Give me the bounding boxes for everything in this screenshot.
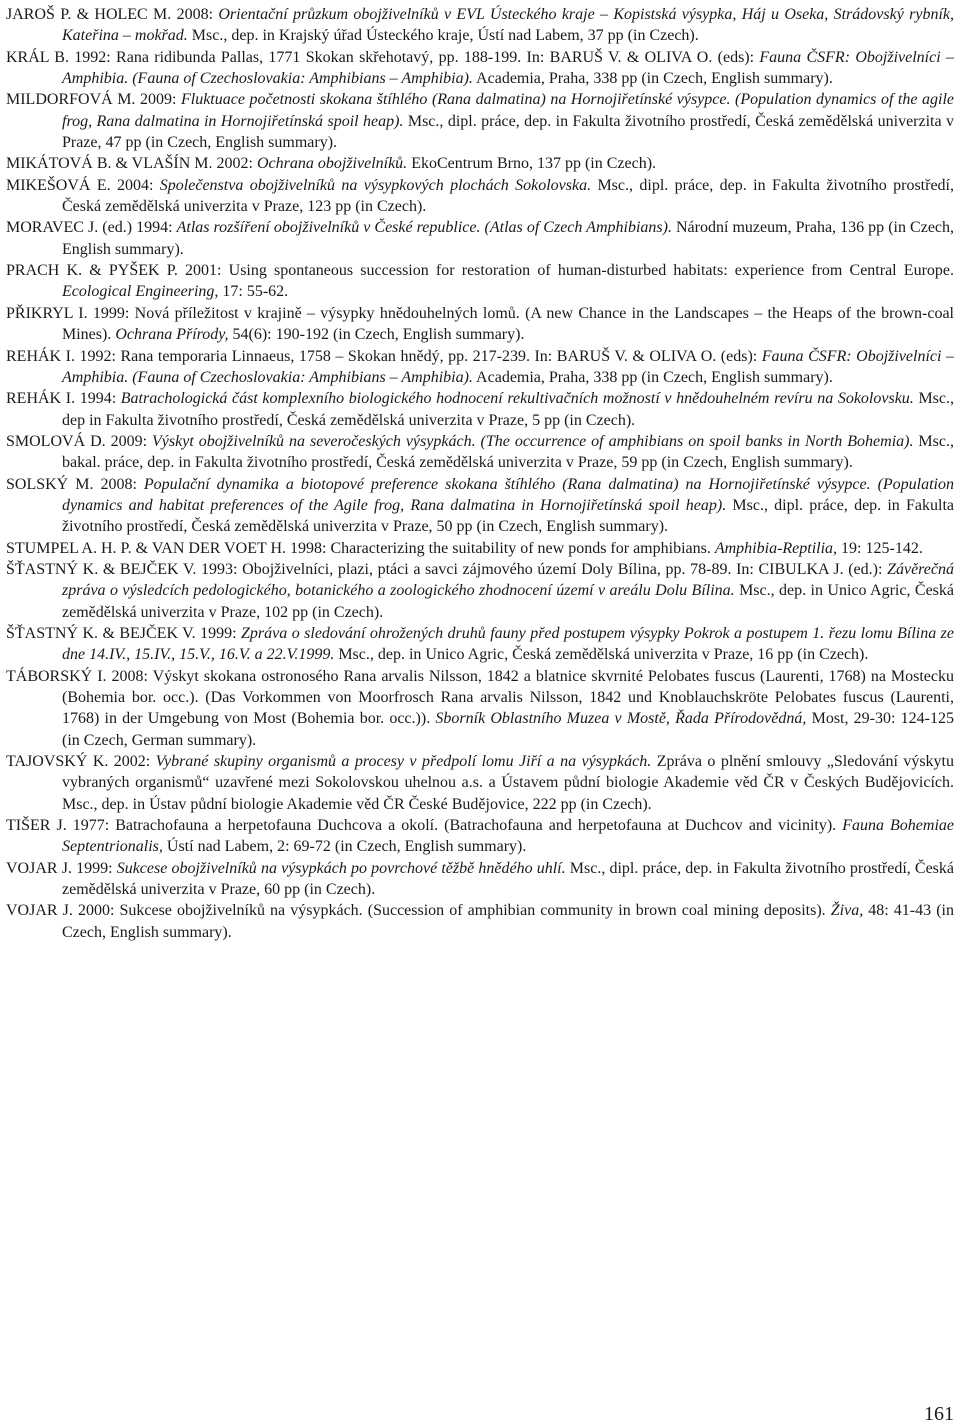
reference-details: Academia, Praha, 338 pp (in Czech, English summary). <box>472 70 833 88</box>
reference-entry <box>6 858 954 901</box>
reference-details: Msc., dipl. práce, dep. in Fakulta životního prostředí, Česká zemědělská univerzita v Praze, 47 pp (in Czech, English summary). <box>62 112 955 152</box>
reference-text: PRACH K. & PYŠEK P. 2001: Using spontaneous succession for restoration of human-disturbed habitats: experience from Central Europe. <box>6 262 954 280</box>
reference-text: TIŠER J. 1977: Batrachofauna a herpetofauna Duchcova a okolí. (Batrachofauna and herpetofauna at Duchcov and vicinity). <box>6 817 843 835</box>
reference-title-italic: Batrachologická část komplexního biologického hodnocení rekultivačních možností v hnědouhelném revíru na Sokolovsku. <box>120 390 914 408</box>
reference-text: KRÁL B. 1992: Rana ridibunda Pallas, 1771 Skokan skřehotavý, pp. 188-199. In: BARUŠ V. & OLIVA O. (eds): <box>6 48 760 66</box>
reference-title-italic: Ochrana Přírody, <box>115 326 229 344</box>
reference-entry <box>6 4 954 47</box>
reference-title-italic: Výskyt obojživelníků na severočeských výsypkách. (The occurrence of amphibians on spoil banks in North Bohemia). <box>152 432 914 450</box>
reference-entry <box>6 217 954 260</box>
reference-entry <box>6 474 954 538</box>
reference-title-italic: Atlas rozšíření obojživelníků v České republice. (Atlas of Czech Amphibians). <box>176 219 672 237</box>
reference-details: 19: 125-142. <box>837 539 923 557</box>
reference-title-italic: Fauna ČSFR: Obojživelníci – Amphibia. (Fauna of Czechoslovakia: Amphibians – Amphibia). <box>62 347 954 386</box>
reference-entry <box>6 175 954 218</box>
reference-title-italic: Sukcese obojživelníků na výsypkách po povrchové těžbě hnědého uhlí. <box>116 859 566 877</box>
reference-entry <box>6 388 954 431</box>
reference-details: Msc., dep. in Unico Agric, Česká zemědělská univerzita v Praze, 16 pp (in Czech). <box>334 646 869 664</box>
reference-entry <box>6 153 954 174</box>
reference-entry <box>6 623 954 666</box>
reference-title-italic: Ochrana obojživelníků. <box>256 155 408 173</box>
reference-list <box>6 4 954 943</box>
reference-text: SOLSKÝ M. 2008: <box>6 475 144 493</box>
reference-entry <box>6 346 954 389</box>
reference-title-italic: Populační dynamika a biotopové preference skokana štíhlého (Rana dalmatina) na Hornojiřetínské výsypce. (Population dynamics and habitat preferences of the Agile frog, Rana dalmatina in Hornojiřetínská spoil heap). <box>62 475 955 514</box>
reference-text: ŠŤASTNÝ K. & BEJČEK V. 1999: <box>6 624 242 642</box>
reference-text: REHÁK I. 1992: Rana temporaria Linnaeus, 1758 – Skokan hnědý, pp. 217-239. In: BARUŠ V. & OLIVA O. (eds): <box>6 347 762 365</box>
reference-text: TAJOVSKÝ K. 2002: <box>6 753 156 771</box>
reference-text: MORAVEC J. (ed.) 1994: <box>6 219 177 237</box>
reference-entry <box>6 47 954 90</box>
reference-title-italic: Sborník Oblastního Muzea v Mostě, Řada Přírodovědná, <box>435 710 807 728</box>
reference-entry <box>6 538 954 559</box>
reference-title-italic: Zpráva o sledování ohrožených druhů fauny před postupem výsypky Pokrok a postupem 1. řezu lomu Bílina ze dne 14.IV., 15.IV., 15.V., 16.V. a 22.V.1999. <box>62 624 955 664</box>
reference-title-italic: Vybrané skupiny organismů a procesy v předpolí lomu Jiří a na výsypkách. <box>155 753 652 771</box>
reference-details: Msc., dipl. práce, dep. in Fakulta životního prostředí, Česká zemědělská univerzita v Praze, 123 pp (in Czech). <box>62 176 954 216</box>
reference-entry <box>6 431 954 474</box>
reference-title-italic: Společenstva obojživelníků na výsypkových plochách Sokolovska. <box>159 176 592 194</box>
reference-entry <box>6 89 954 153</box>
reference-details: Msc., bakal. práce, dep. in Fakulta životního prostředí, Česká zemědělská univerzita v Praze, 59 pp (in Czech, English summary). <box>62 432 954 472</box>
reference-details: Academia, Praha, 338 pp (in Czech, English summary). <box>472 368 833 386</box>
reference-entry <box>6 559 954 623</box>
reference-details: Msc., dep in Fakulta životního prostředí, Česká zemědělská univerzita v Praze, 5 pp (in Czech). <box>62 390 954 429</box>
reference-text: STUMPEL A. H. P. & VAN DER VOET H. 1998: Characterizing the suitability of new ponds for amphibians. <box>6 539 715 557</box>
reference-details: Most, 29-30: 124-125 (in Czech, German summary). <box>62 710 954 749</box>
reference-text: PŘIKRYL I. 1999: Nová příležitost v krajině – výsypky hnědouhelných lomů. (A new Chance in the Landscapes – the Heaps of the brown-coal Mines). <box>6 304 954 344</box>
reference-text: ŠŤASTNÝ K. & BEJČEK V. 1993: Obojživelníci, plazi, ptáci a savci zájmového území Doly Bílina, pp. 78-89. In: CIBULKA J. (ed.): <box>6 560 888 578</box>
reference-title-italic: Fluktuace početnosti skokana štíhlého (Rana dalmatina) na Hornojiřetínské výsypce. (Population dynamics of the agile frog, Rana dalmatina in Hornojiřetínská spoil heap). <box>62 91 955 130</box>
reference-entry <box>6 260 954 303</box>
reference-text: MIKÁTOVÁ B. & VLAŠÍN M. 2002: <box>6 155 257 173</box>
reference-entry <box>6 751 954 815</box>
reference-title-italic: Závěrečná zpráva o výsledcích pedologického, botanického a zoologického zhodnocení území v areálu Dolu Bílina. <box>62 560 954 600</box>
reference-details: Národní muzeum, Praha, 136 pp (in Czech, English summary). <box>62 219 955 258</box>
reference-text: MILDORFOVÁ M. 2009: <box>6 91 181 109</box>
reference-title-italic: Ecological Engineering, <box>62 283 219 301</box>
reference-title-italic: Amphibia-Reptilia, <box>714 539 838 557</box>
reference-title-italic: Živa, <box>830 902 864 920</box>
reference-details: 17: 55-62. <box>218 283 289 301</box>
reference-text: SMOLOVÁ D. 2009: <box>6 432 153 450</box>
reference-text: JAROŠ P. & HOLEC M. 2008: <box>6 6 219 23</box>
reference-text: TÁBORSKÝ I. 2008: Výskyt skokana ostronosého Rana arvalis Nilsson, 1842 a blatnice skvrnité Pelobates fuscus (Laurenti, 1768) na Mostecku (Bohemia bor. occ.). (Das Vorkommen von Moorfrosch Rana arvalis Nilsson, 1842 und Knoblauchskröte Pelobates fuscus (Laurenti, 1768) in der Umgebung von Most (Bohemia bor. occ.)). <box>6 667 954 728</box>
reference-text: VOJAR J. 2000: Sukcese obojživelníků na výsypkách. (Succession of amphibian community in brown coal mining deposits). <box>6 902 831 920</box>
reference-details: Msc., dipl. práce, dep. in Fakulta životního prostředí, Česká zemědělská univerzita v Praze, 60 pp (in Czech). <box>62 859 955 899</box>
reference-text: MIKEŠOVÁ E. 2004: <box>6 176 160 194</box>
reference-entry <box>6 303 954 346</box>
reference-title-italic: Fauna ČSFR: Obojživelníci – Amphibia. (Fauna of Czechoslovakia: Amphibians – Amphibia). <box>62 48 954 88</box>
reference-details: EkoCentrum Brno, 137 pp (in Czech). <box>407 155 657 173</box>
reference-details: Zpráva o plnění smlouvy „Sledování výskytu vybraných organismů“ uzavřené mezi Sokolovskou uhelnou a.s. a Ústavem půdní biologie Akademie věd ČR v Českých Budějovicích. Msc., dep. in Ústav půdní biologie Akademie věd ČR České Budějovice, 222 pp (in Czech). <box>62 753 954 813</box>
page-number: 161 <box>924 1403 954 1425</box>
reference-details: Msc., dep. in Krajský úřad Ústeckého kraje, Ústí nad Labem, 37 pp (in Czech). <box>187 27 699 45</box>
reference-text: VOJAR J. 1999: <box>6 859 117 877</box>
reference-entry <box>6 666 954 751</box>
reference-entry <box>6 815 954 858</box>
reference-details: Ústí nad Labem, 2: 69-72 (in Czech, English summary). <box>162 838 527 856</box>
reference-details: 54(6): 190-192 (in Czech, English summary). <box>228 326 525 344</box>
reference-entry <box>6 900 954 943</box>
reference-details: 48: 41-43 (in Czech, English summary). <box>62 902 954 941</box>
reference-title-italic: Orientační průzkum obojživelníků v EVL Ústeckého kraje – Kopistská výsypka, Háj u Oseka, Strádovský rybník, Kateřina – mokřad. <box>62 6 954 45</box>
reference-details: Msc., dipl. práce, dep. in Fakulta životního prostředí, Česká zemědělská univerzita v Praze, 50 pp (in Czech, English summary). <box>62 496 954 536</box>
reference-text: REHÁK I. 1994: <box>6 390 121 408</box>
reference-title-italic: Fauna Bohemiae Septentrionalis, <box>62 817 955 856</box>
reference-details: Msc., dep. in Unico Agric, Česká zemědělská univerzita v Praze, 102 pp (in Czech). <box>62 582 954 621</box>
